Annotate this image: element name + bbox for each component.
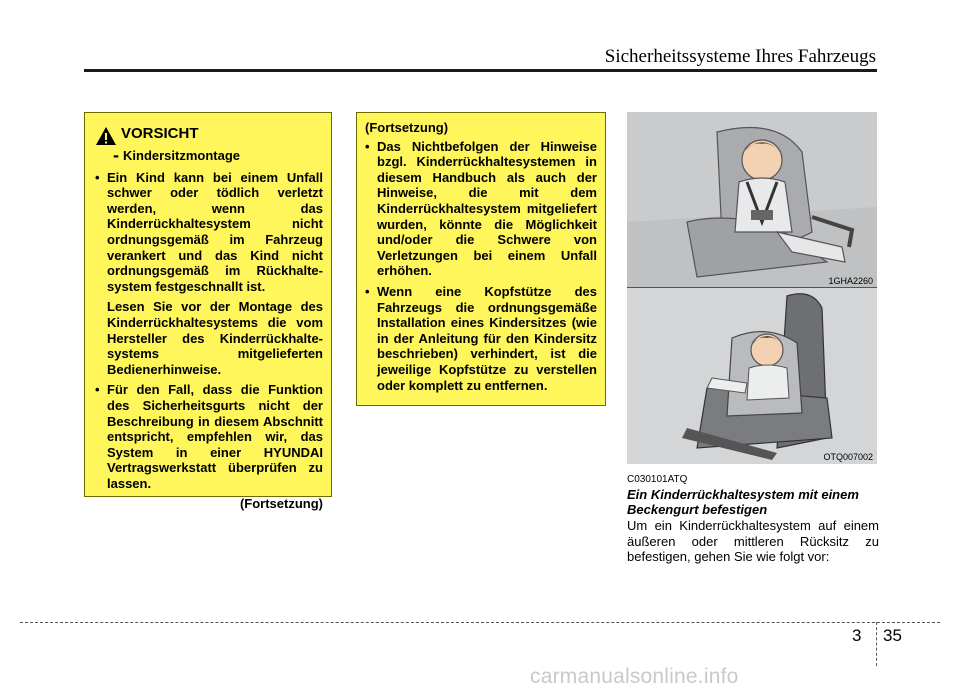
caution-subtitle: Kindersitzmontage [123, 148, 241, 163]
figure-label-bottom: OTQ007002 [823, 452, 873, 462]
section-title: Ein Kinderrückhaltesystem mit einem Beckengurt befestigen [627, 487, 859, 517]
continuation-box [356, 112, 606, 406]
dash-glyph: - [113, 145, 119, 165]
caution-list-2 [95, 382, 323, 491]
continuation-title: (Fortsetzung) [365, 120, 449, 135]
child-seat-drawing [627, 112, 877, 288]
caution-paragraph: Lesen Sie vor der Montage des Kinderrückhaltesystems die vom Hersteller des Kinderrückhalte-systems mitgelieferten Bedienerhinweise. [107, 299, 323, 377]
section-code: C030101ATQ [627, 474, 688, 485]
caution-subtitle-row [113, 145, 323, 165]
warning-triangle-icon [95, 126, 117, 146]
caution-title: VORSICHT [121, 125, 199, 142]
page-number: 35 [883, 626, 902, 645]
caution-heading [95, 125, 323, 146]
chapter-number: 3 [852, 626, 862, 645]
continuation-item: • Das Nichtbefolgen der Hinweise bzgl. Kinderrückhaltesystemen in diesem Handbuch als auch der Hinweise, die mit dem Kinderrückhaltesystem mitgeliefert wurden, könnte die Möglichkeit und/oder die Schwere von Verletzungen bei einem Unfall erhöhen. [365, 139, 597, 279]
section-body: Um ein Kinderrückhaltesystem auf einem äußeren oder mittleren Rücksitz zu befestigen, gehen Sie wie folgt vor: [627, 518, 879, 564]
child-seat-illustration-bottom [627, 288, 877, 464]
caution-continued: (Fortsetzung) [239, 496, 323, 512]
footer-vertical-rule [876, 622, 877, 666]
header-rule [84, 69, 877, 72]
page-header-title: Sicherheitssysteme Ihres Fahrzeugs [604, 46, 876, 67]
continuation-item: • Wenn eine Kopfstütze des Fahrzeugs die ordnungsgemäße Installation eines Kindersitzes (wie in der Anleitung für den Kindersitz beschrieben) verhindert, ist die jeweilige Kopfstütze zu verstellen oder komplett zu entfernen. [365, 284, 597, 393]
continuation-list [365, 139, 597, 394]
figure-label-top: 1GHA2260 [828, 276, 873, 286]
vehicle-seat-drawing [627, 288, 877, 464]
child-seat-illustration-top [627, 112, 877, 288]
caution-item: • Für den Fall, dass die Funktion des Sicherheitsgurts nicht der Beschreibung in diesem Abschnitt entspricht, empfehlen wir, das System in einer HYUNDAI Vertragswerkstatt überprüfen zu lassen. [95, 382, 323, 491]
footer-rule [20, 622, 940, 623]
caution-list [95, 170, 323, 295]
caution-box [84, 112, 332, 512]
watermark: carmanualsonline.info [530, 665, 739, 688]
caution-item: • Ein Kind kann bei einem Unfall schwer oder tödlich verletzt werden, wenn das Kinderrückhaltesystem nicht ordnungsgemäß im Fahrzeug verankert und das Kind nicht ordnungsgemäß im Rückhalte-system festgeschnallt ist. [95, 170, 323, 295]
